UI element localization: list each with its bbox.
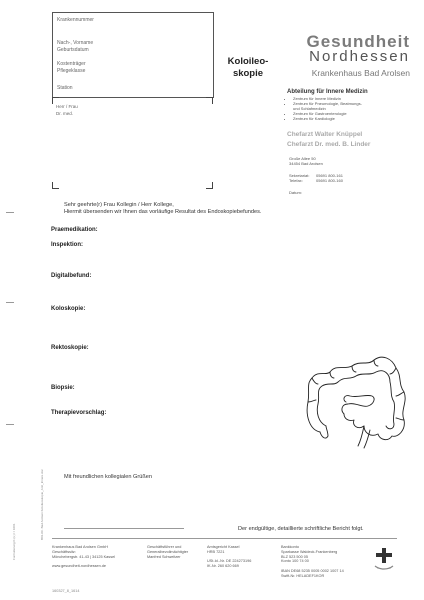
- hospital-name-1: Gesundheit: [306, 32, 410, 51]
- recipient-line-1: Herr / Frau: [56, 104, 78, 109]
- footer-text: Geschäftsführer und: [147, 545, 182, 549]
- footer-text: Konto 100 74 00: [281, 559, 309, 564]
- letter-intro: Hiermit übersenden wir Ihnen das vorläufige Resultat des Endoskopiebefundes.: [64, 209, 262, 215]
- patient-label-4: Kostenträger: [57, 61, 86, 67]
- footer-text: Amtsgericht Kassel: [207, 545, 240, 549]
- recipient-line-2: Dr. med.: [56, 111, 74, 116]
- department-title: Abteilung für Innere Medizin: [287, 89, 368, 95]
- fold-mark-bottom: [6, 424, 14, 425]
- datum-label: Datum:: [289, 190, 302, 195]
- patient-label-2: Nach-, Vorname: [57, 40, 94, 46]
- window-corner-bl: [52, 182, 59, 189]
- footer-text: BLZ 523 500 05: [281, 554, 309, 559]
- final-report-note: Der endgültige, detaillierte schriftliche Bericht folgt.: [238, 526, 364, 532]
- department-item: und Schlafmedizin: [293, 105, 326, 111]
- chief-physician-1: Chefarzt Walter Knüppel: [287, 131, 363, 138]
- footer-text: Krankenhaus Bad Arolsen GmbH: [52, 545, 108, 549]
- patient-label-box: [52, 12, 214, 98]
- window-corner-tr: [206, 97, 213, 104]
- footer-text: Generalbevollmächtigter: [147, 549, 189, 554]
- section-therapievorschlag: Therapievorschlag:: [51, 410, 107, 416]
- patient-label-1: Krankennummer: [57, 17, 94, 23]
- signature-line: [64, 528, 184, 529]
- section-biopsie: Biopsie:: [51, 385, 75, 391]
- section-digitalbefund: Digitalbefund:: [51, 273, 92, 279]
- cross-logo-icon: [372, 546, 396, 572]
- hospital-street: Große Allee 50: [289, 156, 316, 161]
- footer-text: Manfred Schweitzer: [147, 554, 181, 559]
- vertical-form-code: B01-Kh. Bad Arolsen Koloileoskopie_Arzt_Innere.doc: [40, 469, 44, 540]
- footer-text: Mönchebergstr. 41-43 | 34125 Kassel: [52, 554, 116, 559]
- footer-text: Sparkasse Waldeck-Frankenberg: [281, 549, 338, 554]
- department-item: • Zentrum für Kardiologie: [293, 117, 362, 122]
- department-item: • Zentrum für Pneumologie, Beatmungs-: [293, 102, 362, 107]
- patient-label-5: Pflegeklasse: [57, 68, 86, 74]
- footer-text: IK-Nr. 260 620 669: [207, 564, 239, 569]
- patient-label-3: Geburtsdatum: [57, 47, 89, 53]
- footer-text: IBAN DE68 5235 0005 0002 1007 14: [281, 568, 344, 573]
- section-rektoskopie: Rektoskopie:: [51, 345, 89, 351]
- footer-col-management: [147, 545, 188, 559]
- colon-diagram-icon: [300, 350, 410, 450]
- section-inspektion: Inspektion:: [51, 242, 84, 248]
- telefax-label: Telefax:: [289, 178, 303, 183]
- footer-text: Swift-Nr. HELADEF1KOR: [281, 573, 325, 578]
- document-title-line1: Koloileo-: [227, 56, 269, 67]
- footer-col-registry: [207, 545, 251, 569]
- footer-website: www.gesundheit-nordhessen.de: [52, 564, 107, 569]
- hospital-name-2: Nordhessen: [309, 48, 410, 65]
- footer-col-company: [52, 545, 115, 569]
- footer-text: HRB 7221: [207, 549, 225, 554]
- form-code: 160327_8_1614: [52, 589, 80, 593]
- chief-physician-2: Chefarzt Dr. med. B. Linder: [287, 141, 371, 148]
- punch-mark: [6, 302, 14, 303]
- department-list: [287, 97, 362, 122]
- window-corner-br: [206, 182, 213, 189]
- sekretariat-label: Sekretariat:: [289, 173, 310, 178]
- hospital-name-3: Krankenhaus Bad Arolsen: [311, 68, 410, 78]
- footer-col-bank: [281, 545, 344, 579]
- sekretariat-value: 05691 800-161: [316, 173, 343, 178]
- footer-text: Bankkonto: [281, 545, 299, 549]
- letter-greeting: Sehr geehrte(r) Frau Kollegin / Herr Kollege,: [64, 202, 174, 208]
- footer-text: USt-Id.-Nr. DE 224273196: [207, 559, 252, 564]
- department-item: • Zentrum für Gastroenterologie: [293, 112, 362, 117]
- document-title-line2: skopie: [232, 68, 264, 79]
- closing-regards: Mit freundlichen kollegialen Grüßen: [64, 474, 152, 480]
- document-title: [218, 56, 278, 80]
- patient-label-6: Station: [57, 85, 73, 91]
- section-koloskopie: Koloskopie:: [51, 306, 86, 312]
- section-praemedikation: Praemedikation:: [51, 227, 98, 233]
- hospital-city: 34454 Bad Arolsen: [289, 161, 323, 166]
- department-item: • Zentrum für Innere Medizin: [293, 97, 362, 102]
- window-corner-tl: [52, 97, 59, 104]
- left-form-code: Formulierung K (s.) I / 1001: [12, 523, 16, 560]
- footer-separator: [52, 538, 397, 539]
- footer-text: Geschäftssitz:: [52, 549, 76, 554]
- telefax-value: 05691 800-160: [316, 178, 343, 183]
- fold-mark-top: [6, 212, 14, 213]
